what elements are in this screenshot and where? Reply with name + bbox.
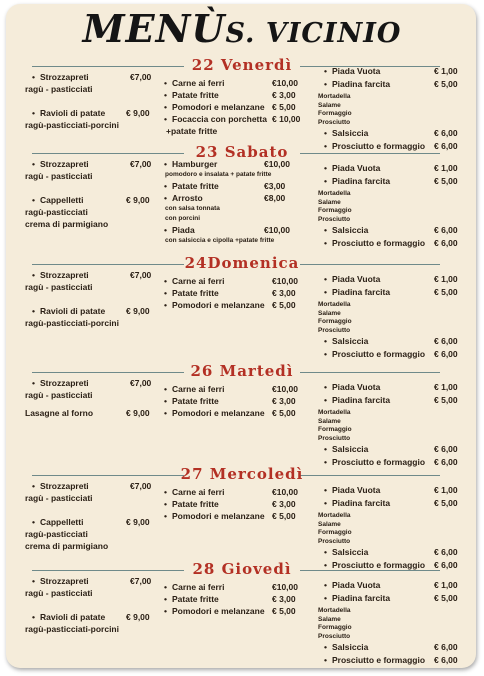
- right-item-price: € 6,00: [434, 128, 458, 138]
- mid-item-name: • Pomodori e melanzane: [172, 606, 265, 617]
- right-item-price: € 5,00: [434, 593, 458, 603]
- menu-title: [0, 6, 484, 51]
- filling-name: Mortadella: [318, 190, 351, 197]
- right-item-name: • Prosciutto e formaggio: [332, 655, 425, 666]
- filling-name: Prosciutto: [318, 326, 351, 334]
- right-item-price: € 6,00: [434, 349, 458, 359]
- mid-item-price: € 3,00: [272, 396, 296, 406]
- day-title: 24Domenica: [184, 254, 300, 272]
- filling-name: Salame: [318, 417, 341, 425]
- left-item-name: Lasagne al forno: [25, 408, 94, 418]
- right-item-name: • Piada Vuota: [332, 485, 380, 496]
- day-title: 22 Venerdì: [191, 56, 293, 74]
- right-item-name: • Piada Vuota: [332, 163, 380, 174]
- left-item-desc: ragù - pasticciati: [25, 171, 93, 181]
- menu-title-rest: S. VICINIO: [225, 18, 402, 49]
- left-item-desc: ragù - pasticciati: [25, 588, 93, 598]
- mid-item-price: € 5,00: [272, 408, 296, 418]
- filling-name: Formaggio: [318, 529, 352, 536]
- right-item-name: • Piadina farcita: [332, 287, 390, 298]
- left-item-name: • Strozzapreti: [40, 270, 89, 281]
- mid-item-name: • Focaccia con porchetta: [172, 114, 267, 125]
- mid-item-price: € 5,00: [272, 300, 296, 310]
- right-item-name: • Piadina farcita: [332, 79, 390, 90]
- left-item-desc: ragù - pasticciati: [25, 282, 93, 292]
- left-item-name: • Ravioli di patate: [40, 612, 105, 623]
- filling-name: Prosciutto: [318, 118, 351, 126]
- left-item-name: • Strozzapreti: [40, 481, 89, 492]
- mid-item-name: • Pomodori e melanzane: [172, 511, 265, 522]
- left-item-price: € 9,00: [126, 408, 150, 418]
- day-section: [0, 254, 484, 359]
- filling-name: Salame: [318, 309, 341, 317]
- filling-name: Mortadella: [318, 93, 351, 100]
- day-section: [0, 560, 484, 665]
- day-title: 28 Giovedì: [192, 560, 292, 578]
- mid-item-price: € 5,00: [272, 511, 296, 521]
- right-item-price: € 5,00: [434, 176, 458, 186]
- mid-item-desc: pomodoro e insalata + patate fritte: [165, 171, 272, 178]
- left-item-desc: ragù - pasticciati: [25, 84, 93, 94]
- right-item-name: • Prosciutto e formaggio: [332, 349, 425, 360]
- mid-item-price: €10,00: [272, 276, 298, 286]
- mid-item-price: € 5,00: [272, 102, 296, 112]
- mid-item-price: €8,00: [264, 193, 286, 203]
- right-item-name: • Piadina farcita: [332, 498, 390, 509]
- mid-item-price: €10,00: [272, 487, 298, 497]
- right-item-price: € 6,00: [434, 225, 458, 235]
- right-item-price: € 1,00: [434, 382, 458, 392]
- left-item-desc: ragù - pasticciati: [25, 493, 93, 503]
- filling-name: Prosciutto: [318, 537, 351, 545]
- right-item-name: • Salsiccia: [332, 547, 368, 558]
- left-item-price: €7,00: [130, 270, 152, 280]
- mid-item-name: • Patate fritte: [172, 181, 219, 192]
- day-section: [0, 56, 484, 156]
- right-item-name: • Prosciutto e formaggio: [332, 457, 425, 468]
- mid-item-price: €10,00: [264, 225, 290, 235]
- right-item-name: • Piadina farcita: [332, 176, 390, 187]
- right-item-price: € 1,00: [434, 485, 458, 495]
- mid-item-price: € 3,00: [272, 288, 296, 298]
- right-item-name: • Salsiccia: [332, 336, 368, 347]
- filling-name: Salame: [318, 520, 341, 528]
- filling-name: Mortadella: [318, 409, 351, 416]
- day-section: [0, 143, 484, 248]
- mid-item-name: • Carne ai ferri: [172, 582, 224, 593]
- left-item-name: • Strozzapreti: [40, 378, 89, 389]
- right-item-name: • Salsiccia: [332, 128, 368, 139]
- mid-item-price: €10,00: [264, 159, 290, 169]
- filling-name: Prosciutto: [318, 215, 351, 223]
- left-item-desc: ragù-pasticciati: [25, 529, 88, 539]
- right-item-price: € 6,00: [434, 444, 458, 454]
- left-item-name: • Strozzapreti: [40, 72, 89, 83]
- filling-name: Prosciutto: [318, 434, 351, 442]
- mid-item-price: €3,00: [264, 181, 286, 191]
- right-item-price: € 6,00: [434, 655, 458, 665]
- left-item-price: € 9,00: [126, 306, 150, 316]
- left-item-desc: ragù-pasticciati-porcini: [25, 624, 119, 634]
- right-item-price: € 6,00: [434, 560, 458, 570]
- mid-item-price: €10,00: [272, 78, 298, 88]
- mid-item-name: • Patate fritte: [172, 594, 219, 605]
- mid-item-name: • Hamburger: [172, 159, 217, 170]
- left-item-name: • Ravioli di patate: [40, 108, 105, 119]
- mid-item-name: • Carne ai ferri: [172, 487, 224, 498]
- right-item-price: € 1,00: [434, 163, 458, 173]
- right-item-name: • Piada Vuota: [332, 66, 380, 77]
- mid-item-price: € 10,00: [272, 114, 301, 124]
- right-item-name: • Piada Vuota: [332, 382, 380, 393]
- mid-item-price: € 5,00: [272, 606, 296, 616]
- mid-item-name: • Carne ai ferri: [172, 78, 224, 89]
- right-item-price: € 1,00: [434, 66, 458, 76]
- mid-item-name: • Carne ai ferri: [172, 276, 224, 287]
- right-item-price: € 6,00: [434, 457, 458, 467]
- day-title: 27 Mercoledì: [180, 465, 304, 483]
- mid-item-name: • Patate fritte: [172, 288, 219, 299]
- left-item-price: €7,00: [130, 576, 152, 586]
- left-item-name: • Strozzapreti: [40, 159, 89, 170]
- menu-title-main: MENÙ: [82, 6, 226, 51]
- right-item-price: € 6,00: [434, 547, 458, 557]
- left-item-desc: crema di parmigiano: [25, 541, 109, 551]
- filling-name: Formaggio: [318, 318, 352, 325]
- mid-item-desc: con salsa tonnata: [165, 205, 220, 212]
- left-item-desc: ragù-pasticciati: [25, 207, 88, 217]
- mid-item-name: • Piada: [172, 225, 195, 236]
- mid-item-name: • Arrosto: [172, 193, 203, 204]
- filling-name: Mortadella: [318, 512, 351, 519]
- filling-name: Formaggio: [318, 207, 352, 214]
- filling-name: Salame: [318, 198, 341, 206]
- filling-name: Mortadella: [318, 301, 351, 308]
- mid-item-name: • Patate fritte: [172, 499, 219, 510]
- right-item-name: • Piadina farcita: [332, 395, 390, 406]
- left-item-name: • Ravioli di patate: [40, 306, 105, 317]
- right-item-name: • Prosciutto e formaggio: [332, 141, 425, 152]
- right-item-price: € 6,00: [434, 642, 458, 652]
- mid-item-price: € 3,00: [272, 594, 296, 604]
- right-item-name: • Piadina farcita: [332, 593, 390, 604]
- right-item-price: € 6,00: [434, 141, 458, 151]
- left-item-price: € 9,00: [126, 108, 150, 118]
- right-item-price: € 5,00: [434, 79, 458, 89]
- filling-name: Salame: [318, 101, 341, 109]
- right-item-price: € 5,00: [434, 498, 458, 508]
- left-item-desc: ragù-pasticciati-porcini: [25, 120, 119, 130]
- right-item-name: • Salsiccia: [332, 444, 368, 455]
- left-item-name: • Cappelletti: [40, 195, 83, 206]
- left-item-price: € 9,00: [126, 195, 150, 205]
- right-item-price: € 6,00: [434, 238, 458, 248]
- day-title: 26 Martedì: [190, 362, 294, 380]
- filling-name: Formaggio: [318, 110, 352, 117]
- filling-name: Formaggio: [318, 426, 352, 433]
- mid-item-name: • Pomodori e melanzane: [172, 102, 265, 113]
- mid-item-name: • Pomodori e melanzane: [172, 408, 265, 419]
- mid-item-desc: +patate fritte: [166, 126, 218, 136]
- filling-name: Salame: [318, 615, 341, 623]
- left-item-price: €7,00: [130, 159, 152, 169]
- filling-name: Mortadella: [318, 607, 351, 614]
- left-item-name: • Cappelletti: [40, 517, 83, 528]
- right-item-name: • Prosciutto e formaggio: [332, 560, 425, 571]
- day-section: [0, 362, 484, 467]
- mid-item-name: • Patate fritte: [172, 396, 219, 407]
- left-item-price: €7,00: [130, 72, 152, 82]
- right-item-name: • Piada Vuota: [332, 580, 380, 591]
- filling-name: Formaggio: [318, 624, 352, 631]
- left-item-price: €7,00: [130, 481, 152, 491]
- right-item-price: € 1,00: [434, 274, 458, 284]
- left-item-desc: ragù-pasticciati-porcini: [25, 318, 119, 328]
- mid-item-desc: con porcini: [165, 215, 201, 222]
- right-item-price: € 5,00: [434, 287, 458, 297]
- right-item-price: € 1,00: [434, 580, 458, 590]
- day-title: 23 Sabato: [195, 143, 289, 161]
- mid-item-price: €10,00: [272, 582, 298, 592]
- left-item-desc: crema di parmigiano: [25, 219, 109, 229]
- mid-item-name: • Patate fritte: [172, 90, 219, 101]
- mid-item-price: €10,00: [272, 384, 298, 394]
- right-item-price: € 6,00: [434, 336, 458, 346]
- left-item-price: € 9,00: [126, 612, 150, 622]
- right-item-name: • Prosciutto e formaggio: [332, 238, 425, 249]
- right-item-name: • Salsiccia: [332, 642, 368, 653]
- right-item-name: • Piada Vuota: [332, 274, 380, 285]
- filling-name: Prosciutto: [318, 632, 351, 640]
- mid-item-desc: con salsiccia e cipolla +patate fritte: [165, 237, 275, 244]
- mid-item-price: € 3,00: [272, 90, 296, 100]
- mid-item-name: • Carne ai ferri: [172, 384, 224, 395]
- left-item-desc: ragù - pasticciati: [25, 390, 93, 400]
- right-item-price: € 5,00: [434, 395, 458, 405]
- mid-item-name: • Pomodori e melanzane: [172, 300, 265, 311]
- left-item-name: • Strozzapreti: [40, 576, 89, 587]
- left-item-price: € 9,00: [126, 517, 150, 527]
- left-item-price: €7,00: [130, 378, 152, 388]
- mid-item-price: € 3,00: [272, 499, 296, 509]
- right-item-name: • Salsiccia: [332, 225, 368, 236]
